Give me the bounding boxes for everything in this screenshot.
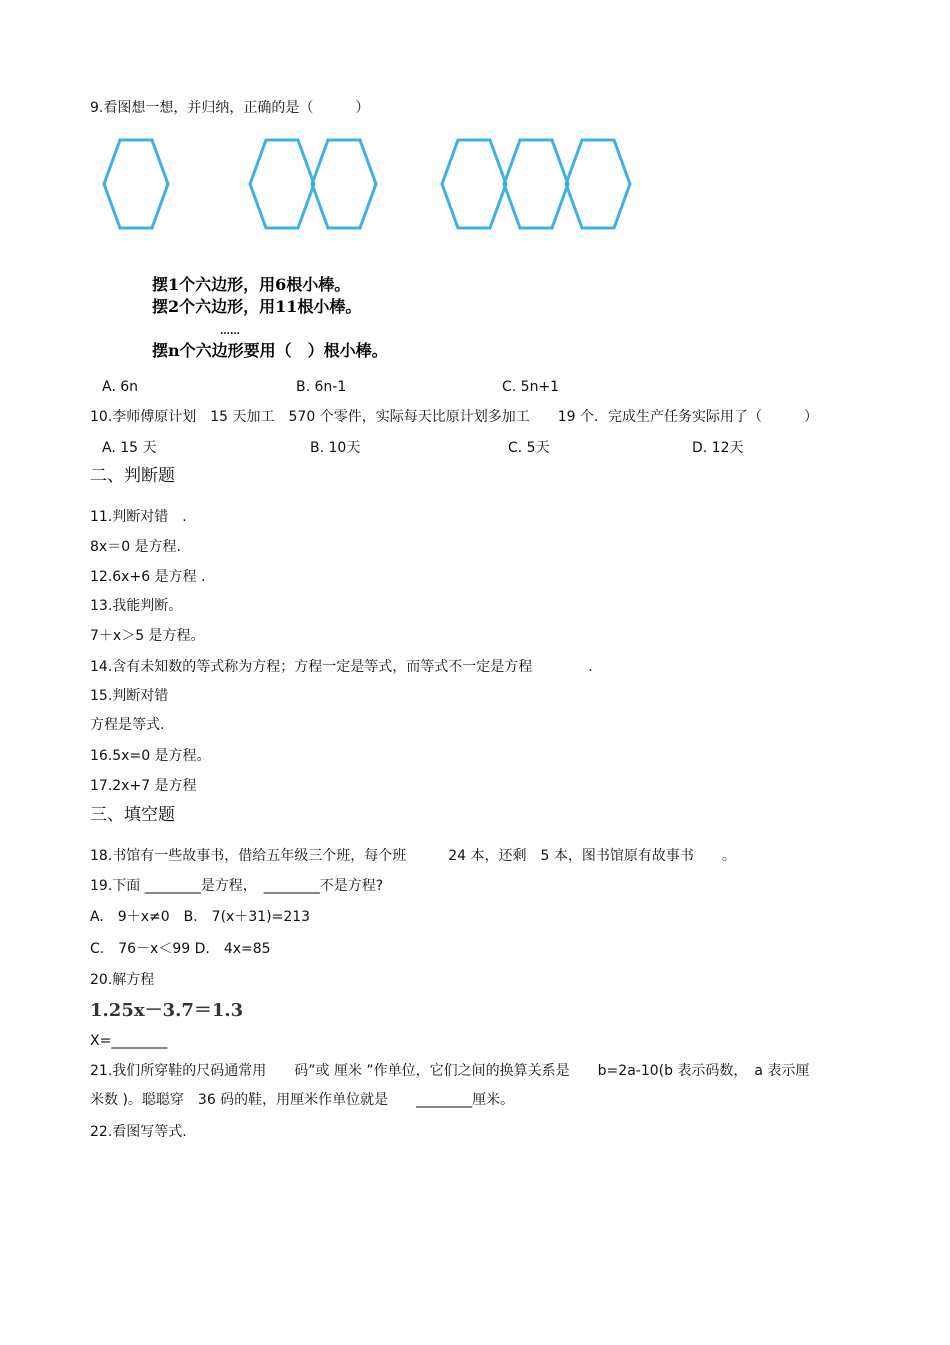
q19-options-ab: A. 9＋x≠0 B. 7(x＋31)=213 — [90, 909, 311, 925]
q20-stem: 20.解方程 — [90, 972, 155, 988]
hexagon-1-1 — [104, 140, 168, 228]
q12-stem: 12.6x+6 是方程 . — [90, 569, 206, 585]
hexagon-3-3 — [566, 140, 630, 228]
q20-equation: 1.25x－3.7＝1.3 — [90, 1000, 244, 1021]
hexagon-3-1 — [442, 140, 506, 228]
q10-option-a[interactable]: A. 15 天 — [102, 440, 157, 456]
q17-stem: 17.2x+7 是方程 — [90, 778, 197, 794]
section-3-title: 三、填空题 — [90, 805, 175, 825]
figure-ellipsis: …… — [220, 326, 240, 337]
hexagon-2-2 — [312, 140, 376, 228]
hexagon-diagram — [92, 130, 639, 364]
q21-line-2: 米数 )。聪聪穿 36 码的鞋，用厘米作单位就是 ________厘米。 — [90, 1092, 515, 1108]
q9-option-b[interactable]: B. 6n-1 — [296, 379, 347, 395]
q15-statement: 方程是等式. — [90, 717, 165, 733]
hexagon-3-2 — [504, 140, 568, 228]
q10-option-d[interactable]: D. 12天 — [692, 440, 744, 456]
q20-answer-blank[interactable]: X=________ — [90, 1033, 168, 1049]
q18-stem: 18.书馆有一些故事书，借给五年级三个班，每个班 24 本，还剩 5 本，图书馆原有故事书 。 — [90, 848, 736, 864]
hexagon-figure — [92, 130, 639, 364]
q10-stem: 10.李师傅原计划 15 天加工 570 个零件，实际每天比原计划多加工 19 个．完成生产任务实际用了（ ） — [90, 409, 818, 425]
q11-stem: 11.判断对错 . — [90, 509, 187, 525]
q19-stem: 19.下面 ________是方程， ________不是方程? — [90, 878, 384, 894]
q13-statement: 7＋x＞5 是方程。 — [90, 628, 205, 644]
q21-line-1: 21.我们所穿鞋的尺码通常用 码”或 厘米 ”作单位，它们之间的换算关系是 b=2a-10(b 表示码数， a 表示厘 — [90, 1063, 810, 1079]
q9-option-a[interactable]: A. 6n — [102, 379, 139, 395]
hexagon-2-1 — [250, 140, 314, 228]
figure-line-n: 摆n个六边形要用（ ）根小棒。 — [152, 341, 388, 360]
q15-stem: 15.判断对错 — [90, 688, 169, 704]
q22-stem: 22.看图写等式. — [90, 1124, 187, 1140]
q10-option-c[interactable]: C. 5天 — [508, 440, 550, 456]
q13-stem: 13.我能判断。 — [90, 598, 183, 614]
q16-stem: 16.5x=0 是方程。 — [90, 748, 211, 764]
q10-option-b[interactable]: B. 10天 — [310, 440, 361, 456]
q19-options-cd: C. 76－x＜99 D. 4x=85 — [90, 941, 271, 957]
figure-line-2: 摆2个六边形，用11根小棒。 — [152, 297, 362, 316]
q9-stem: 9.看图想一想，并归纳，正确的是（ ） — [90, 100, 370, 116]
q9-option-c[interactable]: C. 5n+1 — [502, 379, 560, 395]
q14-stem: 14.含有未知数的等式称为方程；方程一定是等式，而等式不一定是方程 . — [90, 659, 593, 675]
q11-statement: 8x＝0 是方程. — [90, 539, 181, 555]
section-2-title: 二、判断题 — [90, 466, 175, 486]
figure-line-1: 摆1个六边形，用6根小棒。 — [152, 275, 351, 294]
